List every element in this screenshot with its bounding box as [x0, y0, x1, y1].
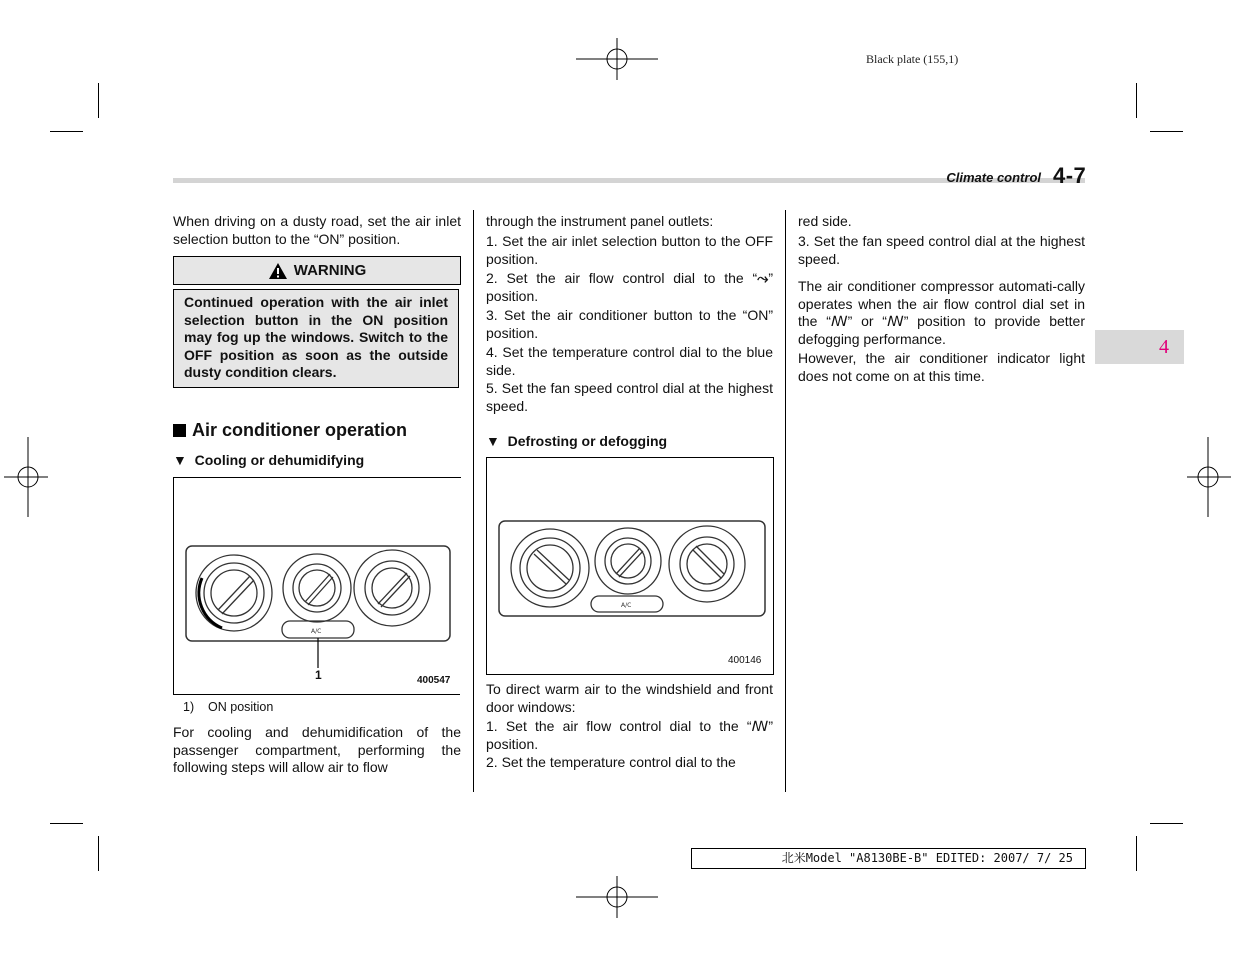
figure-defrost: [486, 457, 774, 675]
registration-mark-left: [4, 437, 48, 517]
step-3-defrost: 3. Set the fan speed control dial at the highest speed.: [798, 233, 1085, 267]
step-1-cool: 1. Set the air inlet selection button to the OFF position.: [486, 233, 773, 267]
column-divider-1: [473, 210, 474, 792]
chapter-tab-number: 4: [1159, 336, 1169, 358]
defrost-icon: ꟿ: [830, 313, 848, 329]
step-2-defrost: 2. Set the temperature control dial to the: [486, 754, 736, 770]
subheading-defrost: ▼ Defrosting or defogging: [486, 433, 668, 449]
warning-text: Continued operation with the air inlet selection button in the ON position may fog up the windows. Switch to the OFF position as soon as the outside dusty condition clears.: [173, 289, 459, 388]
warning-triangle-icon: [268, 262, 288, 280]
registration-mark-right: [1187, 437, 1231, 517]
outlets-line: through the instrument panel outlets:: [486, 213, 714, 229]
defrost-foot-icon: ꟿ: [886, 313, 904, 329]
page-number: 4-7: [1053, 163, 1087, 188]
step-4-cool: 4. Set the temperature control dial to the blue side.: [486, 344, 773, 378]
vent-airflow-icon: ⤳: [757, 270, 769, 286]
figure-code-2: 400146: [728, 655, 762, 666]
cooling-paragraph: For cooling and dehumidification of the passenger compartment, performing the following steps will allow air to flow: [173, 724, 461, 775]
plate-label: Black plate (155,1): [866, 52, 959, 66]
red-side-line: red side.: [798, 213, 852, 229]
column-divider-2: [785, 210, 786, 792]
compressor-paragraph: The air conditioner compressor automati-cally operates when the air flow control dial set in the “ꟿ” or “ꟿ” position to provide better defogging performance.: [798, 278, 1086, 347]
figure-caption: 1) ON position: [183, 700, 274, 714]
registration-mark-bottom: [576, 876, 658, 918]
warning-title: WARNING: [293, 262, 367, 279]
heading-square-icon: [173, 424, 186, 437]
footer-edit-label: 北米Model "A8130BE-B" EDITED: 2007/ 7/ 25: [691, 848, 1086, 869]
triangle-bullet-icon: ▼: [486, 433, 508, 449]
figure-cooling: [173, 477, 461, 695]
step-5-cool: 5. Set the fan speed control dial at the highest speed.: [486, 380, 773, 414]
figure-bottom-rule: [173, 694, 460, 695]
chapter-tab: [1095, 330, 1184, 364]
subheading-cooling: ▼ Cooling or dehumidifying: [173, 452, 365, 468]
step-1-defrost: 1. Set the air flow control dial to the “ꟿ” position.: [486, 718, 773, 752]
heading-text: Air conditioner operation: [192, 420, 408, 440]
section-title: Climate control: [946, 170, 1041, 185]
intro-paragraph: When driving on a dusty road, set the air inlet selection button to the “ON” position.: [173, 213, 461, 247]
climate-panel-illustration-2: [487, 458, 773, 674]
registration-mark-top: [576, 38, 658, 80]
section-heading: [173, 420, 407, 441]
svg-text:A/C: A/C: [621, 602, 632, 609]
step-3-cool: 3. Set the air conditioner button to the “ON” position.: [486, 307, 773, 341]
defrost-icon: ꟿ: [751, 718, 769, 734]
indicator-paragraph: However, the air conditioner indicator light does not come on at this time.: [798, 350, 1085, 384]
climate-panel-illustration: [174, 478, 461, 695]
defrost-intro: To direct warm air to the windshield and front door windows:: [486, 681, 773, 715]
svg-text:A/C: A/C: [311, 628, 322, 635]
figure-code: 400547: [417, 675, 451, 686]
figure-callout-number: 1: [315, 668, 322, 682]
warning-header: [173, 256, 461, 285]
step-2-cool: 2. Set the air flow control dial to the “⤳” position.: [486, 270, 773, 304]
triangle-bullet-icon: ▼: [173, 452, 195, 468]
